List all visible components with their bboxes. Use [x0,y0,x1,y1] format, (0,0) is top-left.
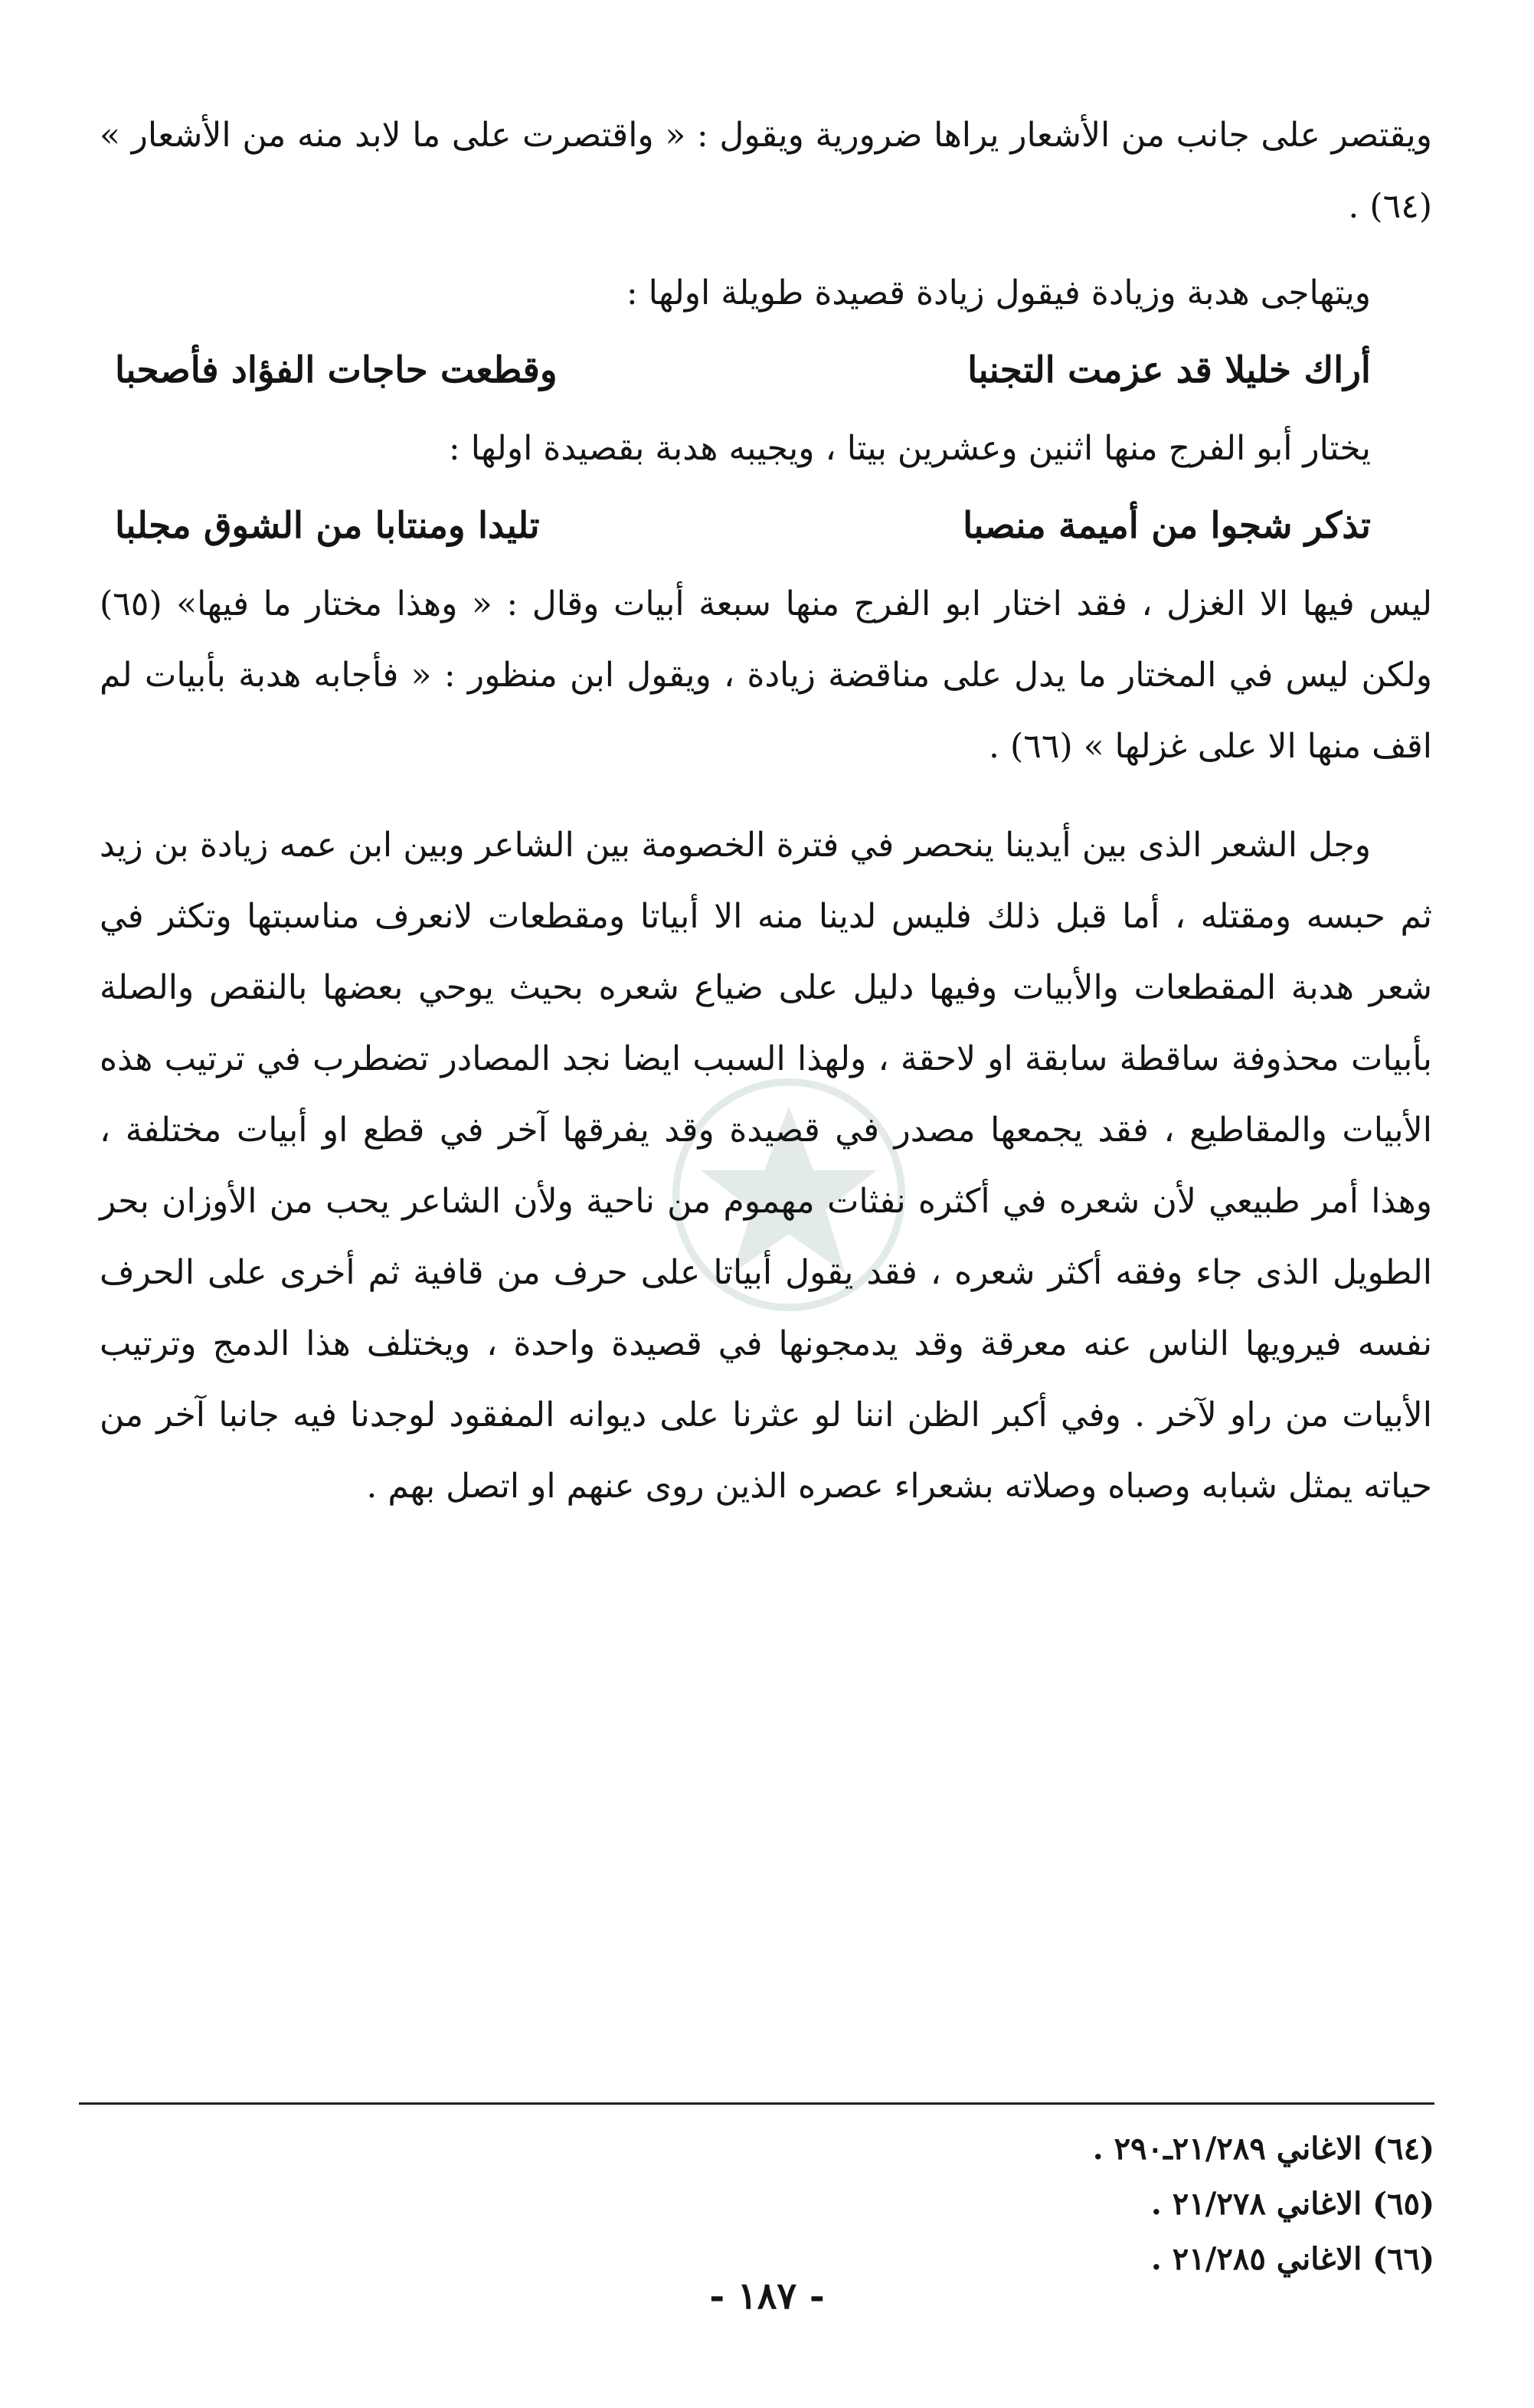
footnote-65: (٦٥) الاغاني ٢١/٢٧٨ . [1150,2186,1434,2222]
verse-2 [100,484,1432,568]
page-number: - ١٨٧ - [709,2275,825,2318]
paragraph-5: وجل الشعر الذى بين أيدينا ينحصر في فترة الخصومة بين الشاعر وبين ابن عمه زيادة بن زيد ثم حبسه ومقتله ، أما قبل ذلك فليس لدينا منه الا أبياتا ومقطعات لانعرف مناسبتها وتكثر في شعر هدبة المقطعات والأبيات وفيها دليل على ضياع شعره بحيث يوحي بعضها بالنقص والصلة بأبيات محذوفة ساقطة سابقة او لاحقة ، ولهذا السبب ايضا نجد المصادر تضطرب في ترتيب هذه الأبيات والمقاطيع ، فقد يجمعها مصدر في قصيدة وقد يفرقها آخر في قطع او أبيات مختلفة ، وهذا أمر طبيعي لأن شعره في أكثره نفثات مهموم من ناحية ولأن الشاعر يحب من الأوزان بحر الطويل الذى جاء وفقه أكثر شعره ، فقد يقول أبياتا على حرف من قافية ثم أخرى على الحرف نفسه فيرويها الناس عنه معرقة وقد يدمجونها في قصيدة واحدة ، ويختلف هذا الدمج وترتيب الأبيات من راو لآخر . وفي أكبر الظن اننا لو عثرنا على ديوانه المفقود لوجدنا فيه جانبا آخر من حياته يمثل شبابه وصباه وصلاته بشعراء عصره الذين روى عنهم او اتصل بهم . [100,826,1432,1506]
footnote-64: (٦٤) الاغاني ٢١/٢٨٩ـ٢٩٠ . [1092,2131,1434,2167]
verse-1 [100,329,1432,413]
paragraph-1: ويقتصر على جانب من الأشعار يراها ضرورية ويقول : « واقتصرت على ما لابد منه من الأشعار » (٦٤) . [100,116,1432,226]
paragraph-2: ويتهاجى هدبة وزيادة فيقول زيادة قصيدة طويلة اولها : [626,273,1371,312]
paragraph-3: يختار أبو الفرج منها اثنين وعشرين بيتا ، ويجيبه هدبة بقصيدة اولها : [448,429,1371,468]
verse-1-first-hemistich: أراك خليلا قد عزمت التجنبا [967,349,1371,391]
verse-2-second-hemistich: تليدا ومنتابا من الشوق مجلبا [115,505,540,547]
footnotes [669,2122,1434,2287]
page-body [100,100,1432,1522]
footnote-divider [79,2102,1434,2105]
verse-2-first-hemistich: تذكر شجوا من أميمة منصبا [963,505,1371,547]
verse-1-second-hemistich: وقطعت حاجات الفؤاد فأصحبا [115,349,558,391]
paragraph-4: ليس فيها الا الغزل ، فقد اختار ابو الفرج منها سبعة أبيات وقال : « وهذا مختار ما فيها» (٦٥) ولكن ليس في المختار ما يدل على مناقضة زيادة ، ويقول ابن منظور : « فأجابه هدبة بأبيات لم اقف منها الا على غزلها » (٦٦) . [100,584,1432,766]
footnote-66: (٦٦) الاغاني ٢١/٢٨٥ . [1150,2241,1434,2277]
